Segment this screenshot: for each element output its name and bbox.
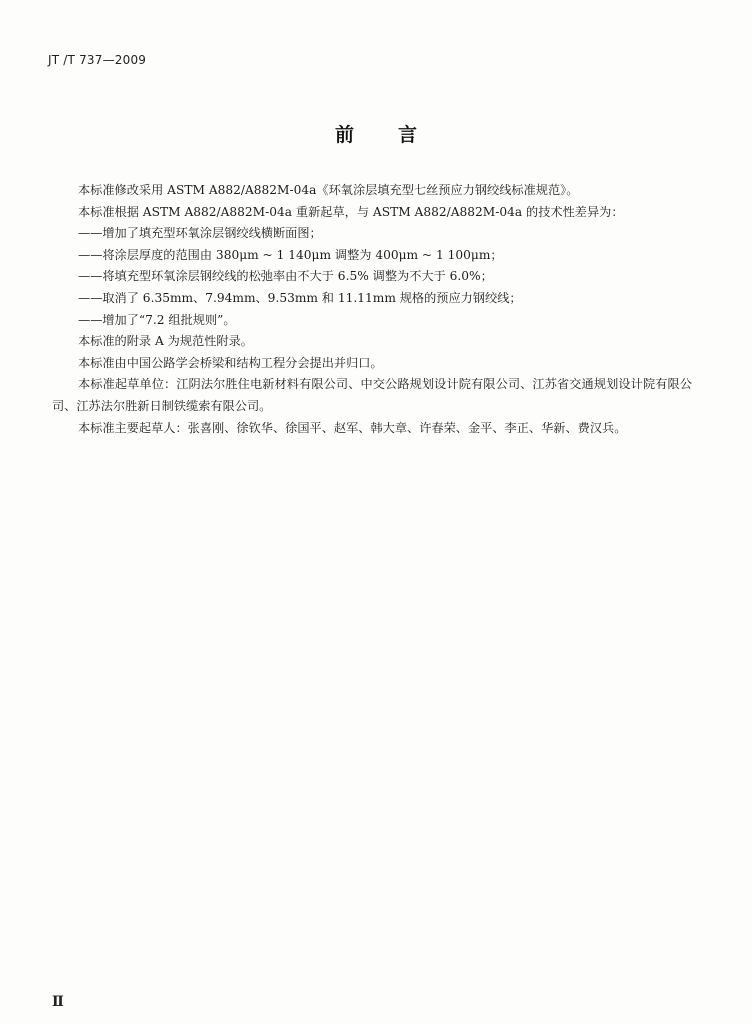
foreword-body: [52, 180, 692, 439]
paragraph-drafting-units: 本标准起草单位：江阴法尔胜住电新材料有限公司、中交公路规划设计院有限公司、江苏省交通规划设计院有限公司、江苏法尔胜新日制铁缆索有限公司。: [52, 377, 692, 413]
difference-item: ——将填充型环氧涂层钢绞线的松弛率由不大于 6.5% 调整为不大于 6.0%；: [78, 269, 493, 284]
difference-item: ——增加了“7.2 组批规则”。: [78, 312, 236, 327]
standard-code: JT /T 737—2009: [48, 53, 147, 67]
paragraph-drafters: 本标准主要起草人：张喜刚、徐钦华、徐国平、赵军、韩大章、许春荣、金平、李正、华新、费汉兵。: [78, 420, 627, 435]
page-number: Ⅱ: [52, 994, 64, 1010]
difference-item: ——将涂层厚度的范围由 380μm ~ 1 140μm 调整为 400μm ~ 1 100μm；: [78, 247, 503, 262]
difference-item: ——增加了填充型环氧涂层钢绞线横断面图；: [78, 226, 322, 241]
page-title: 前言: [334, 124, 461, 146]
paragraph-proposer: 本标准由中国公路学会桥梁和结构工程分会提出并归口。: [78, 355, 383, 370]
paragraph-differences-intro: 本标准根据 ASTM A882/A882M-04a 重新起草，与 ASTM A882/A882M-04a 的技术性差异为：: [78, 204, 624, 219]
difference-item: ——取消了 6.35mm、7.94mm、9.53mm 和 11.11mm 规格的预应力钢绞线；: [78, 290, 522, 305]
paragraph-annex: 本标准的附录 A 为规范性附录。: [78, 334, 253, 349]
paragraph-adoption: 本标准修改采用 ASTM A882/A882M-04a《环氧涂层填充型七丝预应力钢绞线标准规范》。: [78, 183, 579, 197]
